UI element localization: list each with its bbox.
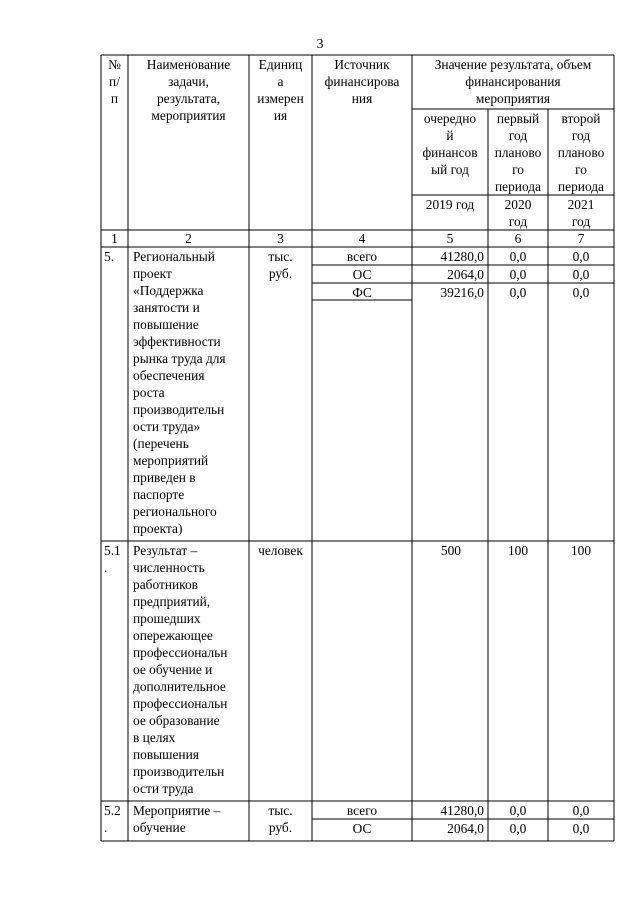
header-number: № п/ п [108, 57, 121, 106]
row-unit: человек [258, 543, 303, 558]
value-cell: 0,0 [572, 821, 590, 836]
value-cell: 0,0 [572, 249, 590, 264]
value-cell: 0,0 [509, 267, 527, 282]
value-cell: 2064,0 [447, 821, 484, 836]
header-first-plan-year: первый год планово го периода [494, 111, 542, 194]
value-cell: 41280,0 [440, 803, 484, 818]
index-cell: 7 [577, 231, 585, 246]
row-unit: тыс. руб. [268, 803, 293, 835]
value-cell: 0,0 [509, 803, 527, 818]
year-2020: 2020 год [504, 197, 532, 229]
header-second-plan-year: второй год планово го периода [557, 111, 605, 194]
year-2019: 2019 год [425, 197, 475, 212]
value-cell: 100 [570, 543, 592, 558]
index-cell: 1 [111, 231, 118, 246]
index-cell: 3 [277, 231, 284, 246]
header-value: Значение результата, объем финансирования мероприятия [434, 57, 592, 106]
row-number: 5.2 . [104, 803, 121, 835]
source-cell: ОС [352, 821, 372, 836]
value-cell: 0,0 [572, 267, 590, 282]
value-cell: 2064,0 [447, 267, 484, 282]
row-name: Мероприятие – обучение [133, 803, 221, 835]
header-source: Источник финансирова ния [324, 57, 400, 106]
source-cell: всего [346, 249, 378, 264]
value-cell: 0,0 [572, 803, 590, 818]
index-cell: 6 [514, 231, 522, 246]
value-cell: 0,0 [509, 285, 527, 300]
value-cell: 0,0 [572, 285, 590, 300]
source-cell: всего [346, 803, 378, 818]
row-unit: тыс. руб. [268, 249, 293, 281]
page-number: 3 [316, 37, 324, 52]
index-cell: 2 [185, 231, 192, 246]
header-current-year: очередно й финансов ый год [422, 111, 478, 177]
value-cell: 39216,0 [440, 285, 484, 300]
value-cell: 0,0 [509, 249, 527, 264]
year-2021: 2021 год [567, 197, 595, 229]
source-cell: ФС [352, 285, 372, 300]
header-name: Наименование задачи, результата, мероприятия [146, 57, 231, 123]
value-cell: 0,0 [509, 821, 527, 836]
value-cell: 41280,0 [440, 249, 484, 264]
index-cell: 5 [446, 231, 454, 246]
source-cell: ОС [352, 267, 372, 282]
row-number: 5. [104, 249, 115, 264]
row-number: 5.1 . [104, 543, 121, 575]
row-name: Результат – численность работников предприятий, прошедших опережающее профессиональн ое обучение и дополнительное профессиональн ое образование в целях повышения производительн ости труда [133, 543, 228, 796]
value-cell: 500 [440, 543, 461, 558]
value-cell: 100 [507, 543, 529, 558]
header-unit: Единиц а измерен ия [257, 57, 304, 123]
row-name: Региональный проект «Поддержка занятости и повышение эффективности рынка труда для обеспечения роста производительн ости труда» (перечень мероприятий приведен в паспорте регионального проекта) [133, 249, 226, 536]
index-cell: 4 [358, 231, 366, 246]
